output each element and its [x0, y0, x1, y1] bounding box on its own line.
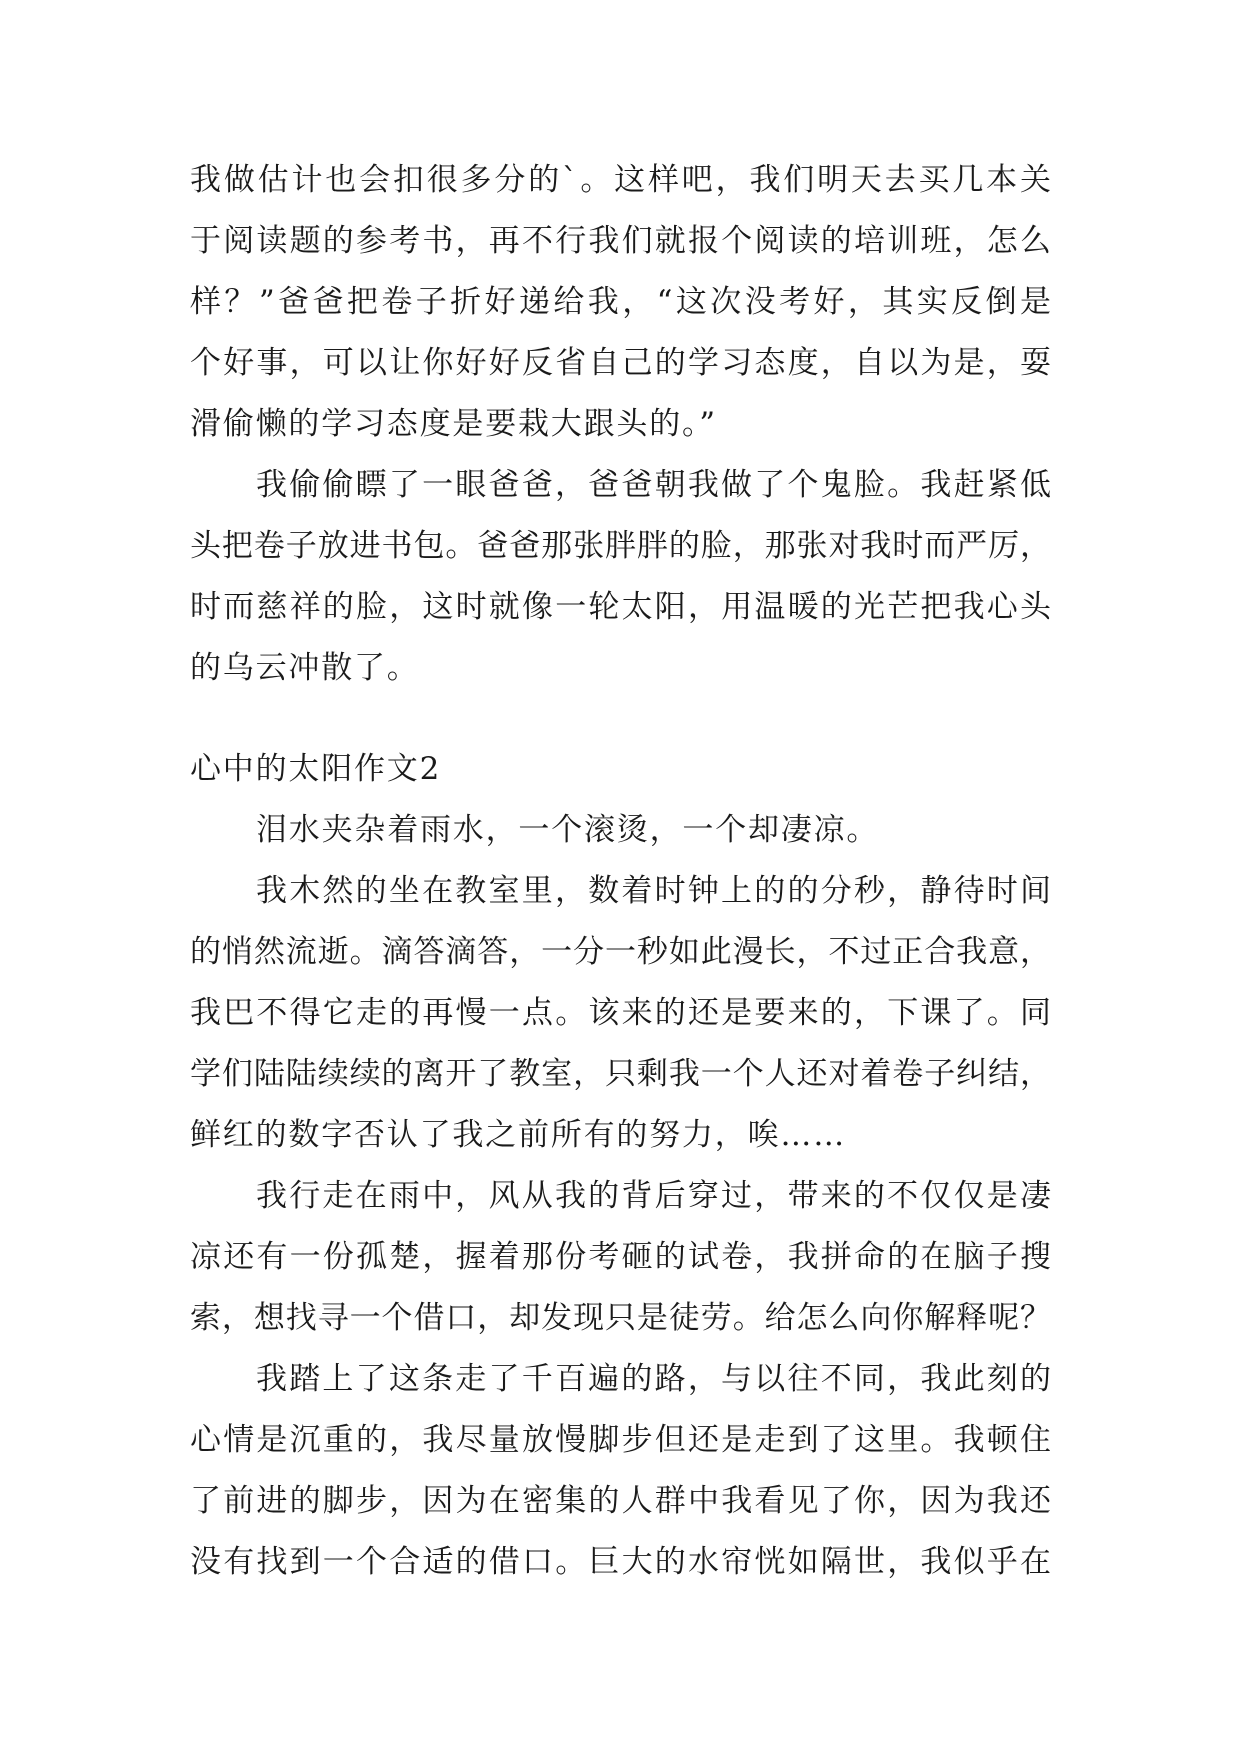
document-page: [190, 150, 1051, 1593]
text-line: 我行走在雨中，风从我的背后穿过，带来的不仅仅是凄: [256, 1178, 1051, 1214]
text-line: 滑偷懒的学习态度是要栽大跟头的。”: [190, 406, 717, 442]
essay-section-1: [190, 150, 1051, 699]
text-line: 的悄然流逝。滴答滴答，一分一秒如此漫长，不过正合我意，: [190, 934, 1051, 970]
paragraph: [190, 455, 1051, 699]
text-line: 我踏上了这条走了千百遍的路，与以往不同，我此刻的: [256, 1361, 1051, 1397]
text-line: 没有找到一个合适的借口。巨大的水帘恍如隔世，我似乎在: [190, 1544, 1051, 1580]
text-line: 了前进的脚步，因为在密集的人群中我看见了你，因为我还: [190, 1483, 1051, 1519]
text-line: 样？”爸爸把卷子折好递给我，“这次没考好，其实反倒是: [190, 284, 1051, 320]
text-line: 的乌云冲散了。: [190, 650, 420, 686]
text-line: 我巴不得它走的再慢一点。该来的还是要来的，下课了。同: [190, 995, 1051, 1031]
paragraph: [190, 1349, 1051, 1593]
paragraph: [190, 1166, 1051, 1349]
paragraph: [190, 800, 1051, 861]
section-title: 心中的太阳作文2: [190, 751, 442, 787]
text-line: 我做估计也会扣很多分的`。这样吧，我们明天去买几本关: [190, 162, 1051, 198]
text-line: 于阅读题的参考书，再不行我们就报个阅读的培训班，怎么: [190, 223, 1051, 259]
text-line: 学们陆陆续续的离开了教室，只剩我一个人还对着卷子纠结，: [190, 1056, 1051, 1092]
text-line: 心情是沉重的，我尽量放慢脚步但还是走到了这里。我顿住: [190, 1422, 1051, 1458]
text-line: 索，想找寻一个借口，却发现只是徒劳。给怎么向你解释呢？: [190, 1300, 1051, 1336]
text-line: 时而慈祥的脸，这时就像一轮太阳，用温暖的光芒把我心头: [190, 589, 1051, 625]
text-line: 头把卷子放进书包。爸爸那张胖胖的脸，那张对我时而严厉，: [190, 528, 1051, 564]
text-line: 凉还有一份孤楚，握着那份考砸的试卷，我拼命的在脑子搜: [190, 1239, 1051, 1275]
paragraph: [190, 861, 1051, 1166]
text-line: 我偷偷瞟了一眼爸爸，爸爸朝我做了个鬼脸。我赶紧低: [256, 467, 1051, 503]
text-line: 个好事，可以让你好好反省自己的学习态度，自以为是，耍: [190, 345, 1051, 381]
text-line: 泪水夹杂着雨水，一个滚烫，一个却凄凉。: [256, 812, 880, 848]
paragraph: [190, 150, 1051, 455]
text-line: 鲜红的数字否认了我之前所有的努力，唉……: [190, 1117, 846, 1153]
text-line: 我木然的坐在教室里，数着时钟上的的分秒，静待时间: [256, 873, 1051, 909]
essay-section-2: [190, 739, 1051, 1593]
